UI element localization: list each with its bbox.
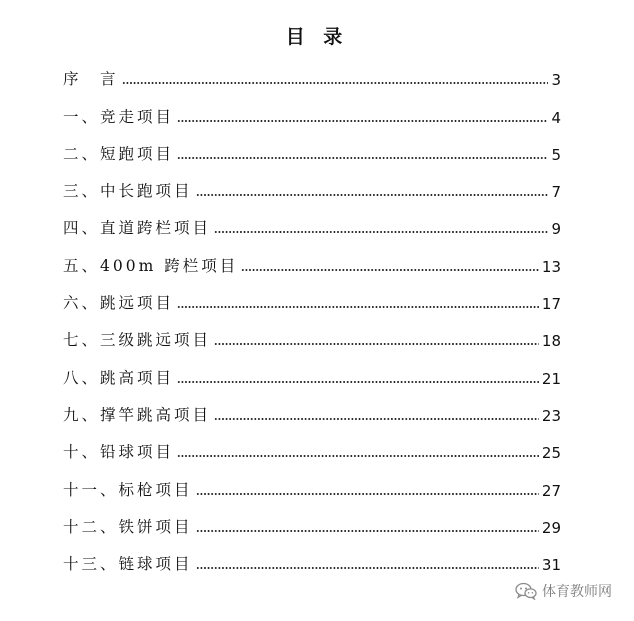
- toc-dot-leader: [122, 82, 549, 84]
- toc-entry-label: 十二、铁饼项目: [63, 517, 193, 536]
- toc-page-number: 13: [541, 257, 561, 276]
- toc-entry[interactable]: [63, 56, 561, 93]
- toc-page-number: 23: [541, 406, 561, 425]
- toc-dot-leader: [196, 567, 539, 569]
- table-of-contents: [63, 56, 561, 578]
- watermark: [515, 581, 612, 601]
- toc-dot-leader: [241, 269, 539, 271]
- toc-entry-label: 十三、链球项目: [63, 555, 193, 574]
- toc-entry[interactable]: [63, 429, 561, 466]
- toc-page-number: 27: [541, 481, 561, 500]
- toc-page-number: 31: [541, 556, 561, 575]
- toc-entry[interactable]: [63, 93, 561, 130]
- toc-entry-label: 序 言: [63, 70, 119, 89]
- toc-dot-leader: [196, 493, 539, 495]
- toc-entry[interactable]: [63, 354, 561, 391]
- toc-page-number: 29: [541, 518, 561, 537]
- toc-entry-label: 一、竞走项目: [63, 107, 175, 126]
- toc-dot-leader: [177, 157, 548, 159]
- toc-entry-label: 二、短跑项目: [63, 144, 175, 163]
- toc-entry[interactable]: [63, 317, 561, 354]
- toc-entry[interactable]: [63, 541, 561, 578]
- toc-dot-leader: [214, 418, 539, 420]
- toc-entry-label: 十、铅球项目: [63, 443, 175, 462]
- toc-page-number: 21: [541, 369, 561, 388]
- toc-page-number: 5: [551, 145, 561, 164]
- toc-entry[interactable]: [63, 504, 561, 541]
- toc-dot-leader: [177, 455, 539, 457]
- toc-page-number: 17: [541, 295, 561, 314]
- toc-dot-leader: [196, 194, 549, 196]
- toc-entry-label: 七、三级跳远项目: [63, 331, 212, 350]
- toc-entry[interactable]: [63, 168, 561, 205]
- toc-dot-leader: [177, 306, 539, 308]
- toc-dot-leader: [177, 381, 539, 383]
- toc-dot-leader: [177, 120, 548, 122]
- toc-entry-label: 三、中长跑项目: [63, 182, 193, 201]
- toc-page-number: 4: [551, 108, 561, 127]
- toc-entry[interactable]: [63, 280, 561, 317]
- toc-entry[interactable]: [63, 242, 561, 279]
- toc-dot-leader: [214, 231, 548, 233]
- toc-entry[interactable]: [63, 131, 561, 168]
- toc-page-number: 7: [551, 183, 561, 202]
- watermark-text: 体育教师网: [542, 584, 612, 600]
- toc-page-number: 25: [541, 444, 561, 463]
- toc-entry-label: 五、400m 跨栏项目: [63, 256, 239, 275]
- toc-entry-label: 六、跳远项目: [63, 294, 175, 313]
- toc-entry-label: 八、跳高项目: [63, 368, 175, 387]
- toc-entry-label: 九、撑竿跳高项目: [63, 405, 212, 424]
- wechat-icon: [515, 582, 537, 600]
- toc-dot-leader: [196, 530, 539, 532]
- toc-entry-label: 四、直道跨栏项目: [63, 219, 212, 238]
- toc-entry[interactable]: [63, 392, 561, 429]
- toc-entry[interactable]: [63, 205, 561, 242]
- toc-dot-leader: [214, 343, 539, 345]
- page-title: 目 录: [285, 26, 349, 48]
- toc-page-number: 18: [541, 332, 561, 351]
- toc-entry-label: 十一、标枪项目: [63, 480, 193, 499]
- toc-page-number: 3: [551, 71, 561, 90]
- toc-page-number: 9: [551, 220, 561, 239]
- toc-entry[interactable]: [63, 466, 561, 503]
